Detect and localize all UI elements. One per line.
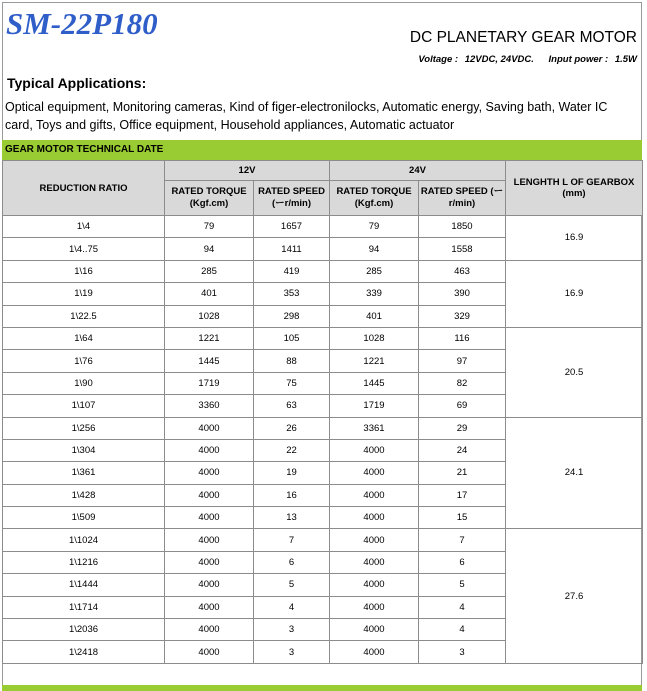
technical-data-table bbox=[2, 160, 643, 686]
cell-torque-12v: 4000 bbox=[165, 641, 254, 663]
cell-ratio: 1\1216 bbox=[3, 551, 165, 573]
cell-ratio: 1\509 bbox=[3, 507, 165, 529]
cell-speed-12v: 19 bbox=[254, 462, 330, 484]
cell-speed-24v: 29 bbox=[419, 417, 506, 439]
cell-speed-12v: 1411 bbox=[254, 238, 330, 260]
table-body bbox=[3, 216, 643, 686]
cell-torque-12v: 1719 bbox=[165, 372, 254, 394]
cell-torque-24v: 4000 bbox=[330, 529, 419, 551]
cell-speed-24v: 4 bbox=[419, 619, 506, 641]
cell-torque-24v: 4000 bbox=[330, 507, 419, 529]
cell-speed-24v: 5 bbox=[419, 574, 506, 596]
table-row bbox=[3, 216, 643, 238]
cell-speed-24v: 1850 bbox=[419, 216, 506, 238]
cell-speed-12v: 3 bbox=[254, 619, 330, 641]
cell-ratio: 1\64 bbox=[3, 327, 165, 349]
cell-speed-24v: 329 bbox=[419, 305, 506, 327]
voltage-label: Voltage : bbox=[418, 54, 459, 65]
cell-ratio: 1\304 bbox=[3, 439, 165, 461]
cell-speed-12v: 13 bbox=[254, 507, 330, 529]
cell-torque-24v: 285 bbox=[330, 260, 419, 282]
cell-speed-12v: 105 bbox=[254, 327, 330, 349]
cell-ratio: 1\4 bbox=[3, 216, 165, 238]
header-speed-12v: RATED SPEED (ーr/min) bbox=[254, 181, 330, 216]
cell-ratio: 1\1714 bbox=[3, 596, 165, 618]
cell-speed-12v: 16 bbox=[254, 484, 330, 506]
cell-torque-24v: 4000 bbox=[330, 596, 419, 618]
cell-speed-24v: 21 bbox=[419, 462, 506, 484]
cell-ratio: 1\16 bbox=[3, 260, 165, 282]
cell-ratio: 1\107 bbox=[3, 395, 165, 417]
cell-speed-24v: 390 bbox=[419, 283, 506, 305]
cell-ratio: 1\1024 bbox=[3, 529, 165, 551]
cell-torque-12v: 1028 bbox=[165, 305, 254, 327]
cell-torque-24v: 94 bbox=[330, 238, 419, 260]
cell-ratio: 1\22.5 bbox=[3, 305, 165, 327]
cell-gearbox-length: 24.1 bbox=[506, 417, 643, 529]
section-title: GEAR MOTOR TECHNICAL DATE bbox=[2, 140, 642, 160]
table-row bbox=[3, 260, 643, 282]
cell-gearbox-length: 20.5 bbox=[506, 327, 643, 417]
cell-gearbox-length: 16.9 bbox=[506, 216, 643, 261]
cell-gearbox-length: 27.6 bbox=[506, 529, 643, 663]
cell-speed-24v: 463 bbox=[419, 260, 506, 282]
cell-speed-12v: 26 bbox=[254, 417, 330, 439]
cell-speed-24v: 6 bbox=[419, 551, 506, 573]
cell-ratio: 1\1444 bbox=[3, 574, 165, 596]
cell-speed-12v: 419 bbox=[254, 260, 330, 282]
cell-speed-12v: 63 bbox=[254, 395, 330, 417]
cell-torque-12v: 4000 bbox=[165, 619, 254, 641]
cell-torque-24v: 401 bbox=[330, 305, 419, 327]
power-value: 1.5W bbox=[614, 54, 637, 65]
cell-speed-24v: 1558 bbox=[419, 238, 506, 260]
cell-ratio: 1\361 bbox=[3, 462, 165, 484]
model-number: SM-22P180 bbox=[6, 6, 158, 41]
table-row bbox=[3, 529, 643, 551]
spacer-cell bbox=[3, 663, 643, 686]
cell-torque-12v: 4000 bbox=[165, 439, 254, 461]
header-torque-12v: RATED TORQUE (Kgf.cm) bbox=[165, 181, 254, 216]
cell-torque-24v: 1221 bbox=[330, 350, 419, 372]
header-speed-24v: RATED SPEED (ーr/min) bbox=[419, 181, 506, 216]
cell-torque-12v: 3360 bbox=[165, 395, 254, 417]
cell-speed-24v: 17 bbox=[419, 484, 506, 506]
table-spacer-row bbox=[3, 663, 643, 686]
cell-torque-12v: 285 bbox=[165, 260, 254, 282]
cell-torque-24v: 4000 bbox=[330, 439, 419, 461]
cell-speed-12v: 4 bbox=[254, 596, 330, 618]
cell-speed-24v: 116 bbox=[419, 327, 506, 349]
cell-speed-24v: 3 bbox=[419, 641, 506, 663]
cell-speed-12v: 75 bbox=[254, 372, 330, 394]
table-row bbox=[3, 417, 643, 439]
cell-ratio: 1\4..75 bbox=[3, 238, 165, 260]
cell-torque-24v: 4000 bbox=[330, 641, 419, 663]
header-24v: 24V bbox=[330, 161, 506, 181]
table-row bbox=[3, 327, 643, 349]
cell-torque-24v: 4000 bbox=[330, 574, 419, 596]
cell-speed-12v: 3 bbox=[254, 641, 330, 663]
cell-torque-12v: 4000 bbox=[165, 596, 254, 618]
cell-speed-24v: 4 bbox=[419, 596, 506, 618]
header-12v: 12V bbox=[165, 161, 330, 181]
cell-speed-12v: 298 bbox=[254, 305, 330, 327]
cell-speed-24v: 69 bbox=[419, 395, 506, 417]
header-reduction-ratio: REDUCTION RATIO bbox=[3, 161, 165, 216]
cell-torque-12v: 94 bbox=[165, 238, 254, 260]
cell-torque-12v: 4000 bbox=[165, 417, 254, 439]
header-torque-24v: RATED TORQUE (Kgf.cm) bbox=[330, 181, 419, 216]
cell-speed-12v: 7 bbox=[254, 529, 330, 551]
cell-ratio: 1\2036 bbox=[3, 619, 165, 641]
cell-speed-24v: 7 bbox=[419, 529, 506, 551]
cell-speed-12v: 6 bbox=[254, 551, 330, 573]
cell-torque-24v: 339 bbox=[330, 283, 419, 305]
header-gearbox-length: LENGHTH L OF GEARBOX (mm) bbox=[506, 161, 643, 216]
power-label: Input power : bbox=[548, 54, 609, 65]
cell-speed-12v: 5 bbox=[254, 574, 330, 596]
cell-speed-24v: 24 bbox=[419, 439, 506, 461]
cell-torque-24v: 1028 bbox=[330, 327, 419, 349]
cell-torque-24v: 4000 bbox=[330, 484, 419, 506]
cell-speed-12v: 22 bbox=[254, 439, 330, 461]
cell-torque-24v: 1719 bbox=[330, 395, 419, 417]
cell-speed-24v: 97 bbox=[419, 350, 506, 372]
cell-torque-12v: 4000 bbox=[165, 462, 254, 484]
cell-gearbox-length: 16.9 bbox=[506, 260, 643, 327]
voltage-value: 12VDC, 24VDC. bbox=[464, 54, 534, 65]
cell-torque-24v: 79 bbox=[330, 216, 419, 238]
cell-torque-12v: 4000 bbox=[165, 574, 254, 596]
footer-bar bbox=[2, 685, 642, 691]
cell-speed-12v: 1657 bbox=[254, 216, 330, 238]
cell-speed-12v: 353 bbox=[254, 283, 330, 305]
cell-torque-12v: 4000 bbox=[165, 529, 254, 551]
cell-torque-12v: 401 bbox=[165, 283, 254, 305]
cell-torque-12v: 79 bbox=[165, 216, 254, 238]
cell-torque-24v: 4000 bbox=[330, 619, 419, 641]
cell-torque-12v: 4000 bbox=[165, 484, 254, 506]
cell-ratio: 1\256 bbox=[3, 417, 165, 439]
specs-line bbox=[414, 54, 637, 65]
cell-ratio: 1\19 bbox=[3, 283, 165, 305]
cell-ratio: 1\90 bbox=[3, 372, 165, 394]
applications-text: Optical equipment, Monitoring cameras, Kind of figer-electronilocks, Automatic energy, Saving bath, Water IC card, Toys and gifts, Office equipment, Household appliances, Automatic actuator bbox=[5, 100, 608, 132]
cell-torque-24v: 4000 bbox=[330, 462, 419, 484]
product-title: DC PLANETARY GEAR MOTOR bbox=[409, 29, 637, 46]
cell-torque-24v: 4000 bbox=[330, 551, 419, 573]
cell-ratio: 1\428 bbox=[3, 484, 165, 506]
cell-speed-12v: 88 bbox=[254, 350, 330, 372]
cell-speed-24v: 15 bbox=[419, 507, 506, 529]
cell-torque-24v: 3361 bbox=[330, 417, 419, 439]
cell-speed-24v: 82 bbox=[419, 372, 506, 394]
applications-heading: Typical Applications: bbox=[7, 75, 147, 91]
cell-torque-12v: 1221 bbox=[165, 327, 254, 349]
cell-torque-12v: 4000 bbox=[165, 507, 254, 529]
cell-ratio: 1\2418 bbox=[3, 641, 165, 663]
cell-torque-24v: 1445 bbox=[330, 372, 419, 394]
cell-ratio: 1\76 bbox=[3, 350, 165, 372]
cell-torque-12v: 4000 bbox=[165, 551, 254, 573]
cell-torque-12v: 1445 bbox=[165, 350, 254, 372]
